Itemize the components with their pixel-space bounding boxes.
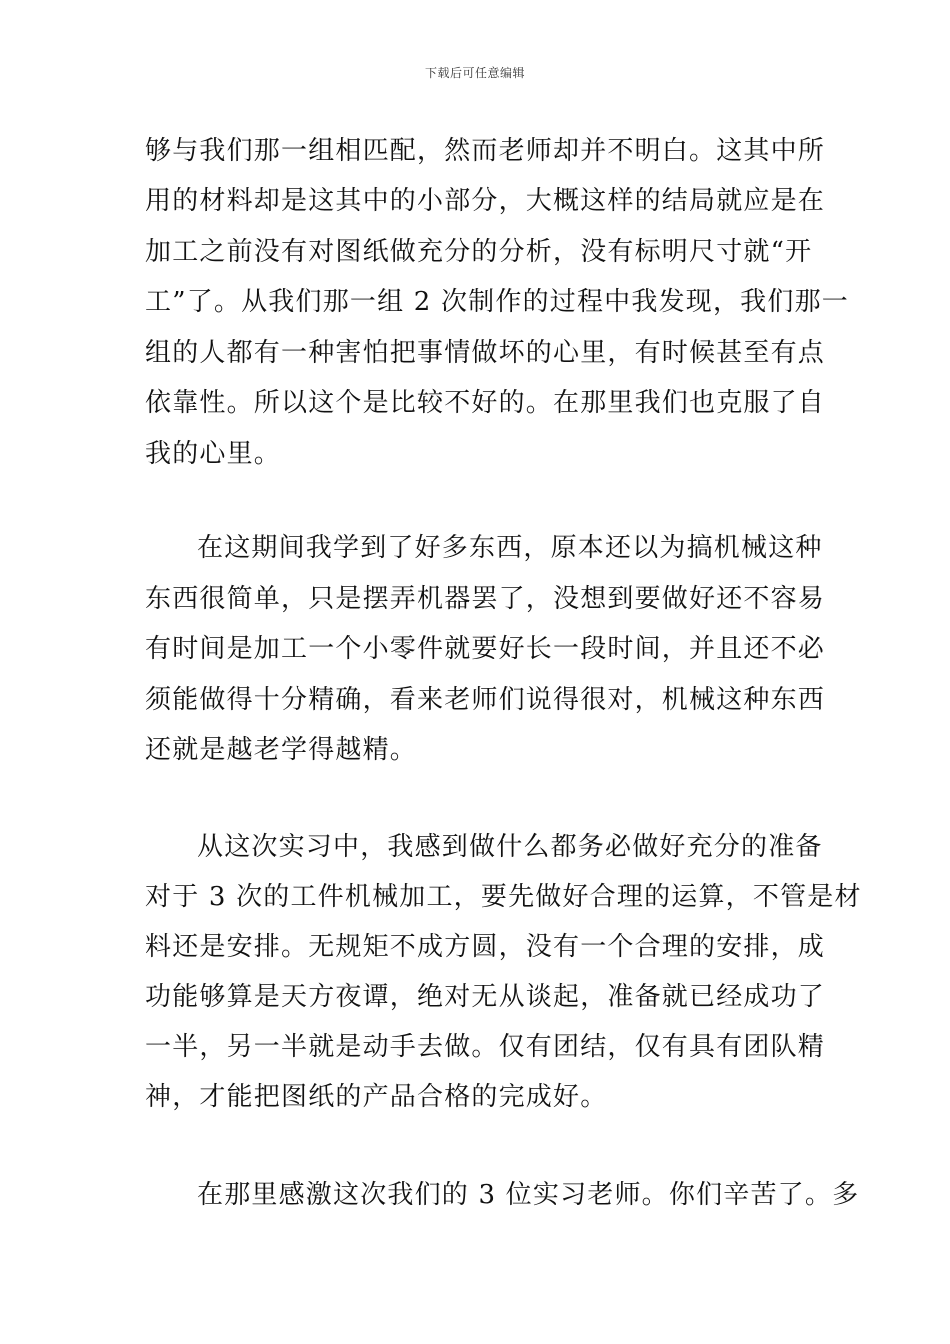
- text-line: 对于 3 次的工件机械加工，要先做好合理的运算，不管是材: [145, 882, 862, 912]
- text-line: 在这期间我学到了好多东西，原本还以为搞机械这种: [197, 533, 823, 563]
- text-line: 够与我们那一组相匹配，然而老师却并不明白。这其中所: [145, 136, 826, 166]
- text-line: 加工之前没有对图纸做充分的分析，没有标明尺寸就“开: [145, 237, 813, 267]
- text-line: 组的人都有一种害怕把事情做坏的心里，有时候甚至有点: [145, 338, 826, 368]
- text-line: 用的材料却是这其中的小部分，大概这样的结局就应是在: [145, 186, 826, 216]
- text-line: 神，才能把图纸的产品合格的完成好。: [145, 1082, 608, 1112]
- text-line: 一半，另一半就是动手去做。仅有团结，仅有具有团队精: [145, 1032, 826, 1062]
- text-line: 功能够算是天方夜谭，绝对无从谈起，准备就已经成功了: [145, 982, 826, 1012]
- text-line: 依靠性。所以这个是比较不好的。在那里我们也克服了自: [145, 388, 826, 418]
- text-line: 从这次实习中，我感到做什么都务必做好充分的准备: [197, 832, 823, 862]
- text-line: 有时间是加工一个小零件就要好长一段时间，并且还不必: [145, 634, 826, 664]
- text-line: 须能做得十分精确，看来老师们说得很对，机械这种东西: [145, 685, 826, 715]
- text-line: 东西很简单，只是摆弄机器罢了，没想到要做好还不容易: [145, 584, 826, 614]
- text-line: 我的心里。: [145, 439, 282, 469]
- text-line: 还就是越老学得越精。: [145, 735, 418, 765]
- text-line: 料还是安排。无规矩不成方圆，没有一个合理的安排，成: [145, 932, 826, 962]
- text-line: 工”了。从我们那一组 2 次制作的过程中我发现，我们那一: [145, 287, 849, 317]
- text-line: 在那里感激这次我们的 3 位实习老师。你们辛苦了。多: [197, 1180, 860, 1210]
- page-header: 下载后可任意编辑: [424, 66, 525, 80]
